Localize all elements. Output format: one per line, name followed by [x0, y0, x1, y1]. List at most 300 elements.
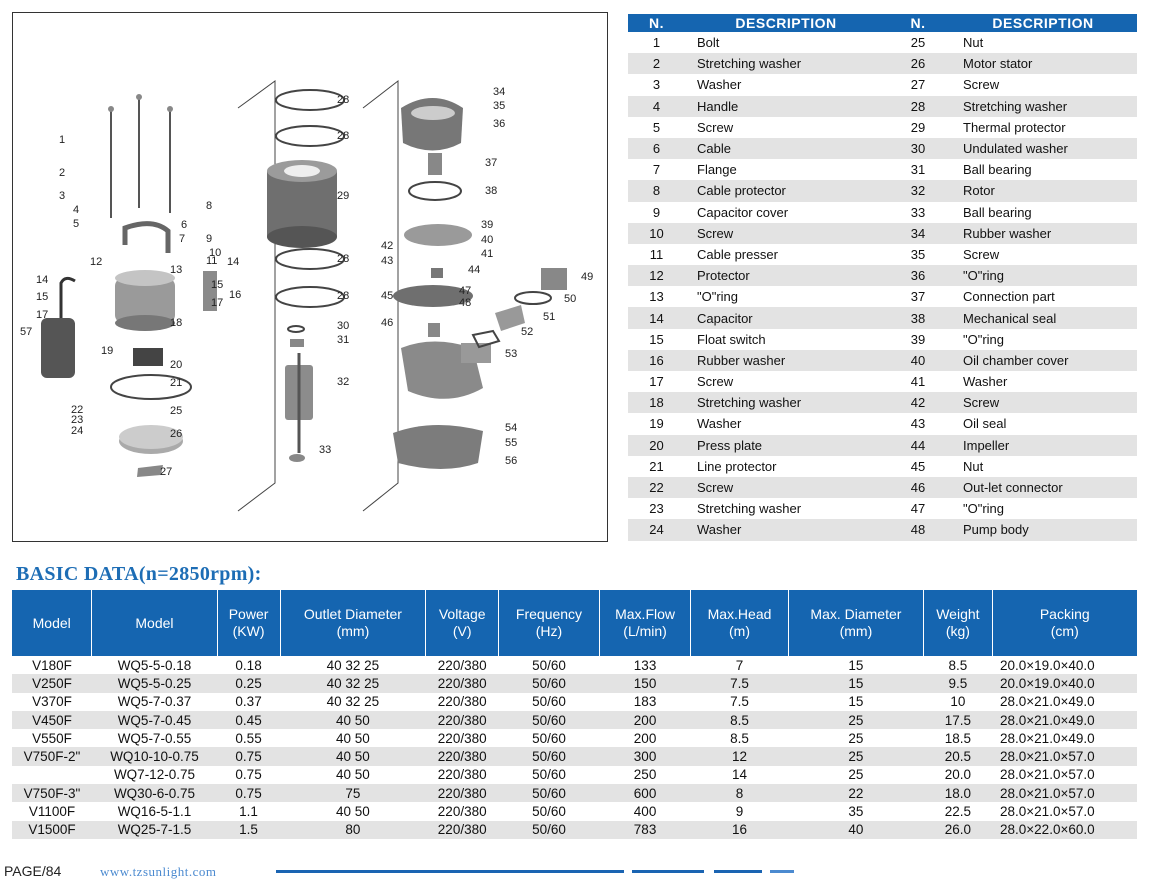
callout-5: 5	[73, 218, 80, 230]
part-number: 30	[887, 138, 949, 159]
part-description: Thermal protector	[949, 117, 1137, 138]
parts-row	[628, 350, 1137, 371]
part-number: 10	[628, 223, 685, 244]
parts-row	[628, 498, 1137, 519]
header-power-unit: (KW)	[232, 623, 265, 639]
footer-rule-segment-2	[714, 870, 762, 873]
part-number: 39	[887, 329, 949, 350]
part-description: Washer	[949, 371, 1137, 392]
part-number: 25	[887, 32, 949, 53]
header-packing-label: Packing	[1039, 606, 1090, 622]
basic-data-header-row	[12, 590, 1137, 656]
part-number: 40	[887, 350, 949, 371]
parts-row	[628, 307, 1137, 328]
cell-voltage: 220/380	[437, 730, 487, 746]
callout-56: 56	[505, 455, 518, 467]
cell-outlet-diameter: 40 50	[336, 730, 370, 746]
header-max-flow-label: Max.Flow	[615, 606, 676, 622]
cell-frequency: 50/60	[532, 767, 566, 783]
part-description: Screw	[685, 477, 887, 498]
cell-max-head: 16	[691, 821, 788, 839]
cell-max-diameter: 22	[788, 784, 924, 802]
parts-row	[628, 74, 1137, 95]
parts-header-n2: N.	[887, 14, 949, 32]
part-number: 26	[887, 53, 949, 74]
part-description: Washer	[685, 413, 887, 434]
cell-model-series: V180F	[32, 657, 72, 673]
header-weight	[924, 590, 992, 656]
header-max-head	[691, 590, 788, 656]
part-description: Motor stator	[949, 53, 1137, 74]
parts-row	[628, 138, 1137, 159]
callout-17b: 17	[211, 297, 224, 309]
parts-row	[628, 159, 1137, 180]
header-max-head-unit: (m)	[729, 623, 750, 639]
cell-weight: 20.0	[944, 767, 972, 783]
callout-41: 41	[481, 248, 494, 260]
part-number: 12	[628, 265, 685, 286]
callout-24: 24	[71, 425, 84, 437]
cell-outlet-diameter: 80	[280, 821, 426, 839]
callout-8: 8	[206, 200, 213, 212]
cell-max-head: 9	[735, 804, 744, 820]
part-description: Press plate	[685, 435, 887, 456]
cell-model: WQ16-5-1.1	[117, 804, 192, 820]
part-number: 6	[628, 138, 685, 159]
website-link[interactable]: www.tzsunlight.com	[100, 864, 217, 879]
cell-model: WQ7-12-0.75	[113, 767, 195, 783]
part-description: Capacitor cover	[685, 202, 887, 223]
header-voltage-unit: (V)	[452, 623, 472, 639]
part-description: "O"ring	[949, 329, 1137, 350]
cell-power: 0.75	[217, 784, 280, 802]
callout-55: 55	[505, 437, 518, 449]
part-description: Rotor	[949, 180, 1137, 201]
callout-40: 40	[481, 234, 494, 246]
cell-power: 1.5	[217, 821, 280, 839]
cell-packing: 28.0×21.0×57.0	[992, 747, 1137, 765]
part-description: Screw	[949, 74, 1137, 95]
cell-max-diameter: 25	[788, 711, 924, 729]
part-description: Stretching washer	[685, 392, 887, 413]
part-description: Connection part	[949, 286, 1137, 307]
callout-45: 45	[381, 290, 394, 302]
cell-max-flow: 300	[599, 747, 691, 765]
cell-frequency: 50/60	[499, 747, 600, 765]
exploded-diagram	[12, 12, 608, 542]
cell-max-head: 8.5	[691, 711, 788, 729]
cell-packing: 20.0×19.0×40.0	[992, 674, 1137, 692]
data-row	[12, 821, 1137, 839]
callout-46: 46	[381, 317, 394, 329]
cell-max-flow: 183	[633, 694, 657, 710]
cell-weight: 22.5	[944, 804, 972, 820]
cell-power: 0.55	[235, 730, 262, 746]
parts-header-desc1: DESCRIPTION	[685, 14, 887, 32]
part-description: Nut	[949, 32, 1137, 53]
part-description: Stretching washer	[685, 498, 887, 519]
part-number: 37	[887, 286, 949, 307]
part-number: 4	[628, 96, 685, 117]
cell-voltage: 220/380	[426, 747, 499, 765]
cell-frequency: 50/60	[499, 784, 600, 802]
callout-26: 26	[170, 428, 183, 440]
header-frequency-unit: (Hz)	[535, 623, 563, 639]
part-number: 24	[628, 519, 685, 540]
cell-max-head: 8.5	[730, 730, 749, 746]
callout-16: 16	[229, 289, 242, 301]
part-number: 15	[628, 329, 685, 350]
cell-power: 0.75	[217, 747, 280, 765]
cell-model: WQ5-7-0.55	[117, 730, 192, 746]
part-number: 27	[887, 74, 949, 95]
cell-voltage: 220/380	[437, 657, 487, 673]
part-number: 7	[628, 159, 685, 180]
part-number: 44	[887, 435, 949, 456]
cell-power: 0.37	[235, 694, 262, 710]
part-description: Capacitor	[685, 307, 887, 328]
callout-36: 36	[493, 118, 506, 130]
part-description: Flange	[685, 159, 887, 180]
cell-model: WQ5-7-0.45	[92, 711, 217, 729]
cell-model: WQ25-7-1.5	[92, 821, 217, 839]
data-row	[12, 674, 1137, 692]
cell-max-diameter: 15	[848, 694, 864, 710]
cell-model-series: V1500F	[12, 821, 92, 839]
part-number: 29	[887, 117, 949, 138]
cell-outlet-diameter: 40 50	[336, 804, 370, 820]
parts-header-row	[628, 14, 1137, 32]
cell-outlet-diameter: 40 50	[280, 747, 426, 765]
part-number: 36	[887, 265, 949, 286]
callout-42: 42	[381, 240, 394, 252]
part-number: 17	[628, 371, 685, 392]
part-description: Screw	[685, 371, 887, 392]
parts-table	[628, 14, 1137, 541]
parts-row	[628, 371, 1137, 392]
header-weight-unit: (kg)	[945, 623, 970, 639]
page-footer	[4, 862, 1149, 882]
parts-row	[628, 392, 1137, 413]
header-frequency-label: Frequency	[515, 606, 583, 622]
cell-packing: 28.0×22.0×60.0	[992, 821, 1137, 839]
cell-model: WQ5-5-0.25	[92, 674, 217, 692]
cell-max-flow: 200	[633, 730, 657, 746]
data-row	[12, 656, 1137, 674]
callout-28b: 28	[337, 130, 350, 142]
part-number: 33	[887, 202, 949, 223]
part-description: Undulated washer	[949, 138, 1137, 159]
callout-28a: 28	[337, 94, 350, 106]
cell-max-diameter: 15	[788, 674, 924, 692]
callout-2: 2	[59, 167, 66, 179]
cell-max-diameter: 35	[848, 804, 864, 820]
cell-weight: 10	[950, 694, 966, 710]
cell-packing: 28.0×21.0×49.0	[1000, 730, 1095, 746]
cell-power: 0.75	[235, 767, 262, 783]
part-number: 14	[628, 307, 685, 328]
header-max-flow-unit: (L/min)	[623, 623, 667, 639]
callout-12: 12	[90, 256, 103, 268]
cell-voltage: 220/380	[437, 694, 487, 710]
header-weight-label: Weight	[936, 606, 980, 622]
part-number: 2	[628, 53, 685, 74]
part-number: 42	[887, 392, 949, 413]
part-description: Rubber washer	[685, 350, 887, 371]
cell-max-flow: 150	[599, 674, 691, 692]
cell-max-flow: 200	[599, 711, 691, 729]
part-description: Screw	[685, 117, 887, 138]
cell-model: WQ5-5-0.18	[117, 657, 192, 673]
header-packing-unit: (cm)	[1050, 623, 1079, 639]
callout-51: 51	[543, 311, 556, 323]
cell-max-head: 14	[731, 767, 748, 783]
cell-weight: 8.5	[948, 657, 968, 673]
header-model	[92, 590, 217, 656]
part-description: Float switch	[685, 329, 887, 350]
cell-max-head: 7.5	[730, 694, 749, 710]
cell-packing: 28.0×21.0×57.0	[992, 784, 1137, 802]
part-number: 41	[887, 371, 949, 392]
parts-row	[628, 413, 1137, 434]
parts-row	[628, 202, 1137, 223]
part-number: 16	[628, 350, 685, 371]
part-number: 19	[628, 413, 685, 434]
cell-voltage: 220/380	[426, 711, 499, 729]
callout-31: 31	[337, 334, 350, 346]
part-number: 31	[887, 159, 949, 180]
cell-weight: 26.0	[924, 821, 992, 839]
part-number: 22	[628, 477, 685, 498]
header-max-diameter-unit: (mm)	[839, 623, 873, 639]
callout-35: 35	[493, 100, 506, 112]
cell-model-series: V750F-3"	[12, 784, 92, 802]
cell-max-diameter: 25	[848, 730, 864, 746]
callout-28c: 28	[337, 253, 350, 265]
header-max-flow	[599, 590, 691, 656]
callout-34: 34	[493, 86, 506, 98]
cell-max-flow: 600	[599, 784, 691, 802]
basic-data-title: BASIC DATA(n=2850rpm):	[16, 563, 262, 585]
parts-row	[628, 477, 1137, 498]
cell-frequency: 50/60	[532, 657, 566, 673]
parts-header-n1: N.	[628, 14, 685, 32]
callout-11: 11	[206, 255, 218, 267]
cell-max-diameter: 25	[848, 767, 864, 783]
data-row	[12, 784, 1137, 802]
part-description: Pump body	[949, 519, 1137, 540]
callout-14b: 14	[227, 256, 240, 268]
parts-row	[628, 244, 1137, 265]
cell-frequency: 50/60	[499, 821, 600, 839]
cell-power: 0.18	[235, 657, 262, 673]
part-number: 18	[628, 392, 685, 413]
part-description: Washer	[685, 519, 887, 540]
cell-power: 0.45	[217, 711, 280, 729]
cell-max-head: 12	[691, 747, 788, 765]
parts-row	[628, 286, 1137, 307]
callout-22: 22	[71, 404, 84, 416]
cell-max-diameter: 25	[788, 747, 924, 765]
part-description: Screw	[949, 244, 1137, 265]
header-model-label: Model	[135, 614, 174, 631]
callout-27: 27	[160, 466, 173, 478]
callout-57: 57	[20, 326, 33, 338]
cell-packing: 28.0×21.0×57.0	[1000, 804, 1095, 820]
header-frequency	[499, 590, 600, 656]
callout-20: 20	[170, 359, 183, 371]
part-description: Washer	[685, 74, 887, 95]
parts-row	[628, 180, 1137, 201]
cell-model-series: V250F	[12, 674, 92, 692]
parts-row	[628, 519, 1137, 540]
header-max-diameter-label: Max. Diameter	[810, 606, 902, 622]
header-outlet-diameter	[280, 590, 426, 656]
callout-52: 52	[521, 326, 534, 338]
cell-packing: 20.0×19.0×40.0	[1000, 657, 1095, 673]
callout-30: 30	[337, 320, 350, 332]
data-row	[12, 729, 1137, 747]
part-description: Protector	[685, 265, 887, 286]
parts-row	[628, 265, 1137, 286]
cell-max-head: 7	[735, 657, 744, 673]
cell-voltage: 220/380	[437, 804, 487, 820]
callout-38: 38	[485, 185, 498, 197]
header-power-label: Power	[228, 606, 269, 622]
cell-model-series: V370F	[32, 694, 72, 710]
part-number: 1	[628, 32, 685, 53]
cell-model: WQ5-7-0.37	[117, 694, 192, 710]
callout-9: 9	[206, 233, 213, 245]
cell-model-series: V750F-2"	[12, 747, 92, 765]
callout-54: 54	[505, 422, 518, 434]
cell-model-series: V450F	[12, 711, 92, 729]
cell-voltage: 220/380	[426, 784, 499, 802]
callout-6: 6	[181, 219, 188, 231]
part-number: 43	[887, 413, 949, 434]
footer-rule-segment-3	[770, 870, 794, 873]
part-description: "O"ring	[685, 286, 887, 307]
cell-outlet-diameter: 40 50	[336, 767, 370, 783]
callout-39: 39	[481, 219, 494, 231]
part-description: Mechanical seal	[949, 307, 1137, 328]
cell-frequency: 50/60	[532, 730, 566, 746]
part-description: Ball bearing	[949, 159, 1137, 180]
part-number: 38	[887, 307, 949, 328]
header-model-series-label: Model	[32, 614, 71, 631]
cell-max-diameter: 40	[788, 821, 924, 839]
cell-max-head: 7.5	[691, 674, 788, 692]
parts-row	[628, 117, 1137, 138]
cell-model: WQ30-6-0.75	[92, 784, 217, 802]
part-description: Cable presser	[685, 244, 887, 265]
cell-max-flow: 783	[599, 821, 691, 839]
part-number: 23	[628, 498, 685, 519]
callout-44: 44	[468, 264, 481, 276]
data-row	[12, 711, 1137, 729]
cell-max-flow: 400	[633, 804, 657, 820]
cell-voltage: 220/380	[426, 674, 499, 692]
parts-row	[628, 435, 1137, 456]
part-description: Oil seal	[949, 413, 1137, 434]
data-row	[12, 693, 1137, 711]
parts-row	[628, 53, 1137, 74]
cell-outlet-diameter: 40 32 25	[326, 694, 380, 710]
callout-17: 17	[36, 309, 49, 321]
parts-table-body	[628, 32, 1137, 541]
callout-14: 14	[36, 274, 49, 286]
part-number: 28	[887, 96, 949, 117]
callout-7: 7	[179, 233, 186, 245]
cell-outlet-diameter: 75	[280, 784, 426, 802]
callout-33: 33	[319, 444, 332, 456]
parts-row	[628, 96, 1137, 117]
part-number: 48	[887, 519, 949, 540]
cell-frequency: 50/60	[532, 694, 566, 710]
data-row	[12, 747, 1137, 765]
callout-53: 53	[505, 348, 518, 360]
header-max-diameter	[788, 590, 924, 656]
cell-voltage: 220/380	[426, 821, 499, 839]
callout-4: 4	[73, 204, 80, 216]
cell-model-series: V1100F	[28, 804, 76, 820]
callout-3: 3	[59, 190, 66, 202]
part-number: 5	[628, 117, 685, 138]
part-number: 46	[887, 477, 949, 498]
part-description: Impeller	[949, 435, 1137, 456]
part-number: 35	[887, 244, 949, 265]
callout-18: 18	[170, 317, 183, 329]
callout-50: 50	[564, 293, 577, 305]
header-voltage	[426, 590, 499, 656]
part-description: Out-let connector	[949, 477, 1137, 498]
part-description: Stretching washer	[685, 53, 887, 74]
part-number: 34	[887, 223, 949, 244]
part-description: Cable	[685, 138, 887, 159]
header-max-head-label: Max.Head	[707, 606, 772, 622]
callout-47: 47	[459, 285, 472, 297]
part-number: 21	[628, 456, 685, 477]
header-power	[217, 590, 280, 656]
part-number: 11	[628, 244, 685, 265]
cell-model-series	[12, 766, 92, 784]
part-description: "O"ring	[949, 265, 1137, 286]
cell-outlet-diameter: 40 32 25	[280, 674, 426, 692]
part-number: 3	[628, 74, 685, 95]
cell-packing: 28.0×21.0×49.0	[992, 711, 1137, 729]
cell-max-flow: 133	[633, 657, 657, 673]
header-voltage-label: Voltage	[438, 606, 486, 622]
part-description: Line protector	[685, 456, 887, 477]
part-number: 47	[887, 498, 949, 519]
cell-packing: 28.0×21.0×57.0	[1000, 767, 1095, 783]
cell-outlet-diameter: 40 32 25	[326, 657, 380, 673]
callout-23: 23	[71, 414, 84, 426]
part-description: Screw	[685, 223, 887, 244]
cell-model: WQ10-10-0.75	[92, 747, 217, 765]
cell-frequency: 50/60	[499, 711, 600, 729]
cell-voltage: 220/380	[437, 767, 487, 783]
header-model-series	[12, 590, 92, 656]
part-number: 45	[887, 456, 949, 477]
cell-frequency: 50/60	[532, 804, 566, 820]
header-outlet-diameter-unit: (mm)	[336, 623, 370, 639]
callout-21: 21	[170, 377, 183, 389]
callout-49: 49	[581, 271, 594, 283]
part-description: Screw	[949, 392, 1137, 413]
parts-header-desc2: DESCRIPTION	[949, 14, 1137, 32]
footer-rule-long	[276, 870, 624, 873]
